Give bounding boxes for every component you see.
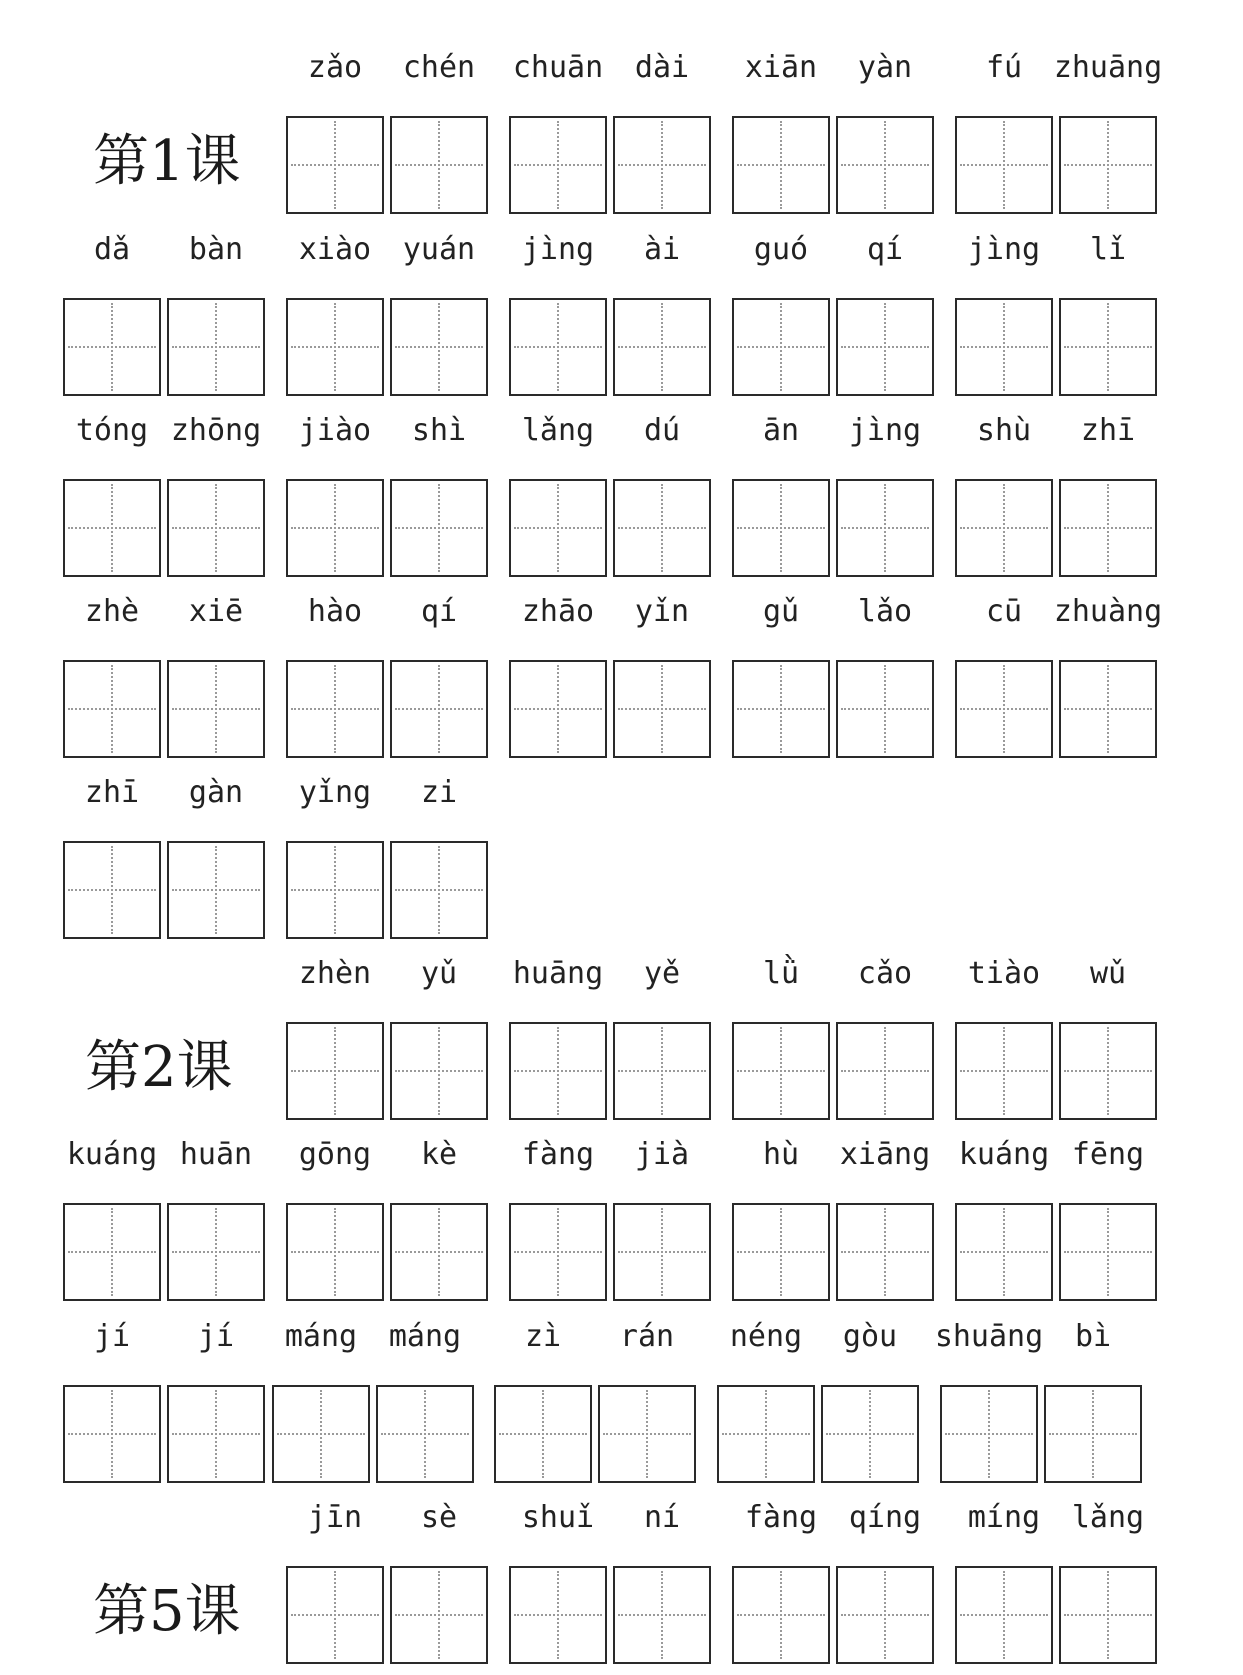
pinyin-label: zhèn [298,956,372,991]
pinyin-label: ní [643,1500,681,1535]
cell-guide-vertical [215,846,217,934]
cell-guide-vertical [1003,1027,1005,1115]
writing-cell[interactable] [63,298,161,396]
writing-cell[interactable] [836,1566,934,1664]
cell-guide-vertical [111,665,113,753]
writing-cell[interactable] [613,298,711,396]
pinyin-label: dǎ [93,232,131,267]
cell-guide-vertical [557,303,559,391]
cell-guide-vertical [884,1027,886,1115]
cell-guide-vertical [780,121,782,209]
pinyin-label: shuāng [934,1319,1044,1354]
cell-guide-vertical [334,846,336,934]
lesson-title: 第1课 [93,129,241,194]
writing-cell[interactable] [1059,1566,1157,1664]
pinyin-label: jìng [521,232,595,267]
writing-cell[interactable] [167,841,265,939]
cell-guide-vertical [661,484,663,572]
cell-guide-vertical [438,846,440,934]
writing-cell[interactable] [390,1566,488,1664]
cell-guide-vertical [438,484,440,572]
writing-cell[interactable] [390,660,488,758]
cell-guide-vertical [661,303,663,391]
writing-cell[interactable] [509,1566,607,1664]
pinyin-label: guó [753,232,809,267]
writing-cell[interactable] [955,1203,1053,1301]
writing-cell[interactable] [1059,1203,1157,1301]
writing-cell[interactable] [286,479,384,577]
writing-cell[interactable] [613,116,711,214]
pinyin-label: shì [411,413,467,448]
writing-cell[interactable] [286,841,384,939]
writing-cell[interactable] [732,479,830,577]
cell-guide-vertical [542,1390,544,1478]
cell-guide-vertical [884,303,886,391]
pinyin-label: cǎo [857,956,913,991]
pinyin-label: bàn [188,232,244,267]
cell-guide-vertical [780,303,782,391]
cell-guide-vertical [1003,303,1005,391]
writing-cell[interactable] [167,660,265,758]
pinyin-label: jiào [298,413,372,448]
pinyin-label: lǎng [1071,1500,1145,1535]
pinyin-label: yǐn [634,594,690,629]
cell-guide-vertical [1003,484,1005,572]
writing-cell[interactable] [836,1022,934,1120]
writing-cell[interactable] [1044,1385,1142,1483]
cell-guide-vertical [780,1208,782,1296]
writing-cell[interactable] [836,660,934,758]
writing-cell[interactable] [509,479,607,577]
lesson-title: 第2课 [85,1035,233,1100]
cell-guide-vertical [111,484,113,572]
cell-guide-vertical [334,1208,336,1296]
pinyin-label: chuān [512,50,604,85]
writing-cell[interactable] [1059,660,1157,758]
pinyin-label: lǎng [521,413,595,448]
writing-cell[interactable] [390,1203,488,1301]
pinyin-label: xiān [744,50,818,85]
pinyin-label: jí [197,1319,235,1354]
cell-guide-vertical [1003,1208,1005,1296]
pinyin-label: lǐ [1089,232,1127,267]
pinyin-label: cū [985,594,1023,629]
pinyin-label: zhāo [521,594,595,629]
writing-cell[interactable] [598,1385,696,1483]
pinyin-label: fēng [1071,1137,1145,1172]
cell-guide-vertical [334,1571,336,1659]
cell-guide-vertical [438,303,440,391]
cell-guide-vertical [1003,1571,1005,1659]
cell-guide-vertical [557,665,559,753]
pinyin-label: wǔ [1089,956,1127,991]
writing-cell[interactable] [732,116,830,214]
cell-guide-vertical [215,484,217,572]
writing-cell[interactable] [836,116,934,214]
pinyin-label: shuǐ [521,1500,595,1535]
writing-cell[interactable] [955,116,1053,214]
pinyin-label: máng [388,1319,462,1354]
writing-cell[interactable] [613,1022,711,1120]
writing-cell[interactable] [390,116,488,214]
cell-guide-vertical [884,1571,886,1659]
cell-guide-vertical [1107,1027,1109,1115]
writing-cell[interactable] [286,298,384,396]
cell-guide-vertical [557,484,559,572]
pinyin-label: sè [420,1500,458,1535]
cell-guide-vertical [869,1390,871,1478]
cell-guide-vertical [111,1208,113,1296]
writing-cell[interactable] [955,298,1053,396]
pinyin-label: jí [93,1319,131,1354]
pinyin-label: zi [420,775,458,810]
writing-cell[interactable] [940,1385,1038,1483]
cell-guide-vertical [884,121,886,209]
cell-guide-vertical [661,1027,663,1115]
writing-cell[interactable] [509,1022,607,1120]
cell-guide-vertical [765,1390,767,1478]
writing-cell[interactable] [167,1385,265,1483]
cell-guide-vertical [438,1571,440,1659]
cell-guide-vertical [780,484,782,572]
cell-guide-vertical [780,665,782,753]
writing-cell[interactable] [821,1385,919,1483]
cell-guide-vertical [334,484,336,572]
pinyin-label: huān [179,1137,253,1172]
writing-cell[interactable] [955,1566,1053,1664]
pinyin-label: fú [985,50,1023,85]
pinyin-label: lǜ [762,956,800,991]
writing-cell[interactable] [613,660,711,758]
cell-guide-vertical [320,1390,322,1478]
pinyin-label: kuáng [958,1137,1050,1172]
pinyin-label: dài [634,50,690,85]
writing-cell[interactable] [1059,1022,1157,1120]
cell-guide-vertical [661,121,663,209]
pinyin-label: dú [643,413,681,448]
pinyin-label: yǐng [298,775,372,810]
writing-cell[interactable] [509,116,607,214]
pinyin-label: hù [762,1137,800,1172]
writing-cell[interactable] [63,841,161,939]
cell-guide-vertical [438,665,440,753]
pinyin-label: hào [307,594,363,629]
pinyin-label: zhuàng [1053,594,1163,629]
pinyin-label: huāng [512,956,604,991]
cell-guide-vertical [557,1571,559,1659]
writing-cell[interactable] [732,298,830,396]
cell-guide-vertical [1107,303,1109,391]
writing-cell[interactable] [272,1385,370,1483]
cell-guide-vertical [557,1208,559,1296]
cell-guide-vertical [780,1571,782,1659]
writing-cell[interactable] [63,479,161,577]
cell-guide-vertical [334,121,336,209]
pinyin-label: bì [1074,1319,1112,1354]
pinyin-label: míng [967,1500,1041,1535]
pinyin-label: gōng [298,1137,372,1172]
cell-guide-vertical [334,303,336,391]
cell-guide-vertical [215,303,217,391]
cell-guide-vertical [111,1390,113,1478]
writing-cell[interactable] [613,1566,711,1664]
writing-cell[interactable] [955,660,1053,758]
writing-cell[interactable] [836,479,934,577]
pinyin-label: zhè [84,594,140,629]
pinyin-label: zhī [1080,413,1136,448]
writing-cell[interactable] [390,1022,488,1120]
cell-guide-vertical [661,665,663,753]
pinyin-label: tóng [75,413,149,448]
writing-cell[interactable] [390,479,488,577]
cell-guide-vertical [215,1208,217,1296]
cell-guide-vertical [988,1390,990,1478]
pinyin-label: kè [420,1137,458,1172]
writing-cell[interactable] [390,298,488,396]
cell-guide-vertical [1003,121,1005,209]
pinyin-label: qíng [848,1500,922,1535]
cell-guide-vertical [438,121,440,209]
pinyin-label: chén [402,50,476,85]
pinyin-label: jìng [967,232,1041,267]
writing-cell[interactable] [613,479,711,577]
writing-cell[interactable] [286,660,384,758]
cell-guide-vertical [111,303,113,391]
pinyin-label: shù [976,413,1032,448]
pinyin-label: zhī [84,775,140,810]
writing-cell[interactable] [167,298,265,396]
pinyin-label: néng [729,1319,803,1354]
pinyin-label: gòu [842,1319,898,1354]
writing-cell[interactable] [732,1566,830,1664]
writing-cell[interactable] [836,298,934,396]
pinyin-label: jià [634,1137,690,1172]
cell-guide-vertical [661,1208,663,1296]
cell-guide-vertical [334,1027,336,1115]
cell-guide-vertical [438,1027,440,1115]
pinyin-label: máng [284,1319,358,1354]
pinyin-label: qí [866,232,904,267]
writing-cell[interactable] [955,479,1053,577]
cell-guide-vertical [1107,1571,1109,1659]
writing-cell[interactable] [1059,116,1157,214]
pinyin-label: zhōng [170,413,262,448]
writing-cell[interactable] [286,1203,384,1301]
writing-cell[interactable] [167,479,265,577]
pinyin-label: yàn [857,50,913,85]
cell-guide-vertical [1107,484,1109,572]
pinyin-label: yǔ [420,956,458,991]
pinyin-label: lǎo [857,594,913,629]
cell-guide-vertical [424,1390,426,1478]
pinyin-label: xiē [188,594,244,629]
pinyin-label: xiào [298,232,372,267]
cell-guide-vertical [661,1571,663,1659]
writing-cell[interactable] [1059,479,1157,577]
writing-cell[interactable] [286,1022,384,1120]
writing-cell[interactable] [494,1385,592,1483]
pinyin-label: qí [420,594,458,629]
pinyin-label: gàn [188,775,244,810]
pinyin-label: rán [619,1319,675,1354]
writing-cell[interactable] [63,660,161,758]
lesson-title: 第5课 [93,1579,241,1644]
cell-guide-vertical [1107,1208,1109,1296]
cell-guide-vertical [557,121,559,209]
writing-cell[interactable] [376,1385,474,1483]
pinyin-label: yuán [402,232,476,267]
writing-cell[interactable] [390,841,488,939]
cell-guide-vertical [646,1390,648,1478]
cell-guide-vertical [1107,121,1109,209]
pinyin-label: yě [643,956,681,991]
pinyin-label: gǔ [762,594,800,629]
cell-guide-vertical [884,484,886,572]
cell-guide-vertical [1092,1390,1094,1478]
cell-guide-vertical [1107,665,1109,753]
pinyin-label: zǎo [307,50,363,85]
writing-cell[interactable] [509,660,607,758]
cell-guide-vertical [334,665,336,753]
cell-guide-vertical [111,846,113,934]
cell-guide-vertical [215,665,217,753]
writing-cell[interactable] [286,1566,384,1664]
pinyin-label: xiāng [839,1137,931,1172]
cell-guide-vertical [438,1208,440,1296]
cell-guide-vertical [1003,665,1005,753]
pinyin-label: zhuāng [1053,50,1163,85]
writing-cell[interactable] [63,1203,161,1301]
pinyin-label: zì [524,1319,562,1354]
writing-cell[interactable] [717,1385,815,1483]
writing-cell[interactable] [63,1385,161,1483]
writing-cell[interactable] [836,1203,934,1301]
writing-cell[interactable] [732,1203,830,1301]
writing-cell[interactable] [955,1022,1053,1120]
pinyin-label: jìng [848,413,922,448]
cell-guide-vertical [780,1027,782,1115]
writing-cell[interactable] [613,1203,711,1301]
writing-cell[interactable] [732,1022,830,1120]
pinyin-label: fàng [744,1500,818,1535]
cell-guide-vertical [884,665,886,753]
pinyin-label: ài [643,232,681,267]
cell-guide-vertical [884,1208,886,1296]
pinyin-label: ān [762,413,800,448]
cell-guide-vertical [557,1027,559,1115]
pinyin-label: kuáng [66,1137,158,1172]
pinyin-label: fàng [521,1137,595,1172]
pinyin-label: tiào [967,956,1041,991]
writing-cell[interactable] [509,1203,607,1301]
writing-cell[interactable] [1059,298,1157,396]
writing-cell[interactable] [167,1203,265,1301]
writing-cell[interactable] [732,660,830,758]
writing-cell[interactable] [509,298,607,396]
cell-guide-vertical [215,1390,217,1478]
pinyin-label: jīn [307,1500,363,1535]
writing-cell[interactable] [286,116,384,214]
